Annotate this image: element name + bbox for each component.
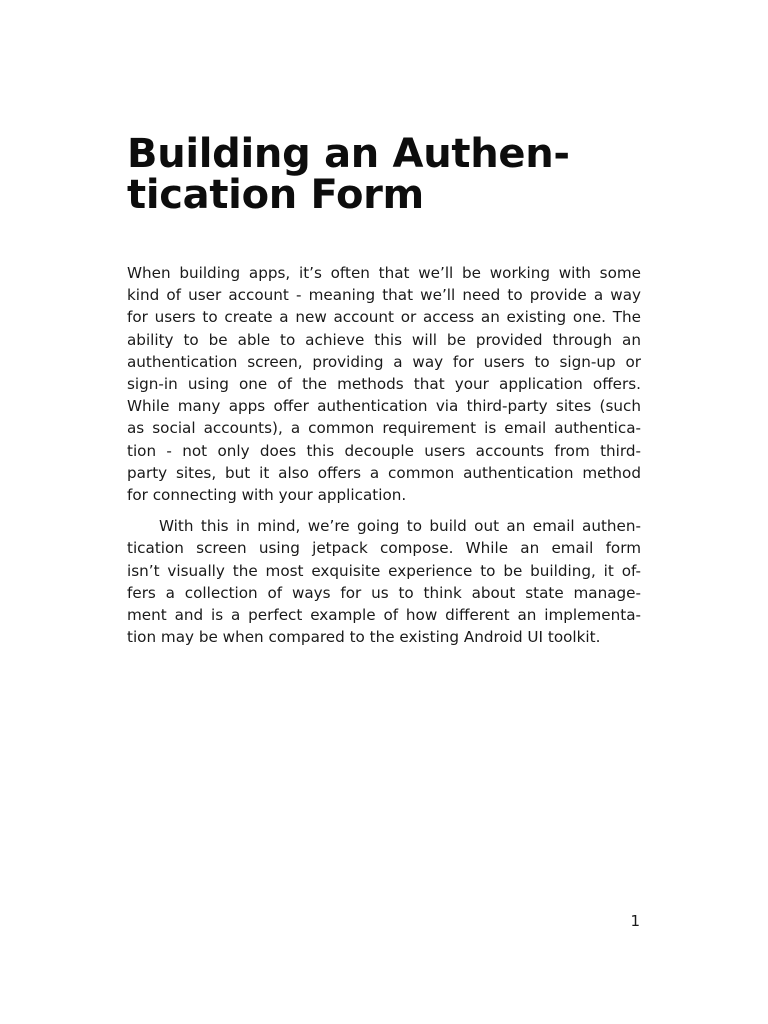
text-line: With this in mind, we’re going to build out an email authen- — [159, 517, 641, 536]
text-line: When building apps, it’s often that we’ll be working with some — [127, 264, 641, 282]
text-line: ment and is a perfect example of how different an implementa- — [127, 606, 641, 625]
page-number: 1 — [630, 912, 640, 930]
text-line: tion may be when compared to the existing Android UI toolkit. — [127, 628, 601, 647]
text-line: fers a collection of ways for us to think about state manage- — [127, 583, 641, 602]
text-line: authentication screen, providing a way for users to sign-up or — [127, 352, 641, 371]
paragraph-1 — [127, 262, 641, 506]
chapter-title-line: tication Form — [127, 172, 424, 218]
text-line: tion - not only does this decouple users accounts from third- — [127, 441, 641, 460]
chapter-title-line: Building an Authen- — [127, 131, 570, 177]
text-line: kind of user account - meaning that we’ll need to provide a way — [127, 286, 641, 305]
text-line: sign-in using one of the methods that your application offers. — [127, 375, 641, 394]
text-line: party sites, but it also offers a common authentication method — [127, 463, 641, 482]
chapter-title — [127, 131, 647, 218]
text-line: for users to create a new account or access an existing one. The — [127, 308, 641, 327]
text-line: for connecting with your application. — [127, 486, 407, 505]
paragraph-2 — [127, 515, 641, 648]
text-line: isn’t visually the most exquisite experience to be building, it of- — [127, 561, 641, 580]
text-line: as social accounts), a common requirement is email authentica- — [127, 419, 641, 438]
text-line: tication screen using jetpack compose. While an email form — [127, 539, 641, 558]
text-line: While many apps offer authentication via third-party sites (such — [127, 397, 641, 416]
body-text — [127, 262, 641, 648]
text-line: ability to be able to achieve this will be provided through an — [127, 330, 641, 349]
